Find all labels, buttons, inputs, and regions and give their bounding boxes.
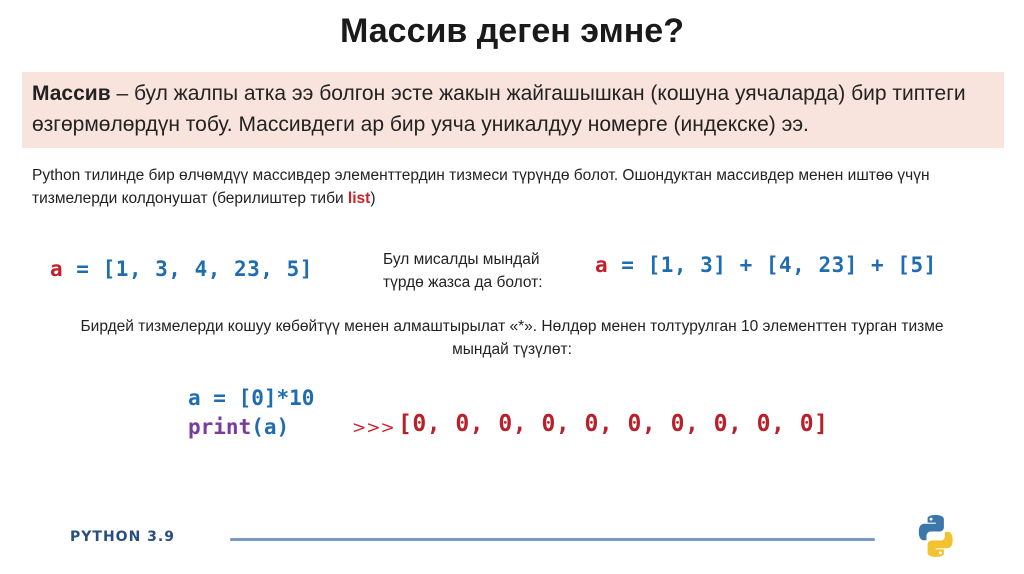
multiplication-explanation: Бирдей тизмелерди кошуу көбөйтүү менен алмаштырылат «*». Нөлдөр менен толтурулган 10 элементтен турган тизме мындай түзүлөт:	[80, 318, 944, 358]
definition-text: – бул жалпы атка ээ болгон эсте жакын жайгашышкан (кошуна уячаларда) бир типтеги өзгөрмөлөрдүн тобу. Массивдеги ар бир уяча уникалдуу номерге (индекске) ээ.	[32, 82, 966, 136]
logo-version: 3.9	[147, 529, 175, 545]
python-description-text: Python тилинде бир өлчөмдүү массивдер элементтердин тизмеси түрүндө болот. Ошондуктан массивдер менен иштөө үчүн тизмелерди колдонушат (берилиштер тиби	[32, 167, 930, 207]
code-a-var: a	[50, 257, 64, 281]
repl-prompt: >>>	[352, 418, 395, 438]
python-description	[32, 164, 992, 210]
code-example-b	[595, 253, 937, 277]
code-example-a	[50, 257, 313, 281]
code-a-value: [1, 3, 4, 23, 5]	[102, 257, 313, 281]
code-block	[188, 384, 314, 442]
footer-divider	[230, 538, 875, 541]
slide-title: Массив деген эмне?	[340, 12, 684, 50]
code-b-var: a	[595, 253, 609, 277]
python-version-logo	[70, 529, 175, 545]
python-logo-icon	[912, 512, 960, 560]
code-a-eq: =	[63, 257, 103, 281]
code-b-eq: =	[608, 253, 648, 277]
alternative-note: Бул мисалды мындай түрдө жазса да болот:	[383, 251, 543, 291]
logo-text: PYTHON	[70, 529, 142, 545]
definition-term: Массив	[32, 82, 111, 105]
code-b-value: [1, 3] + [4, 23] + [5]	[647, 253, 937, 277]
print-function: print	[188, 415, 252, 439]
definition-box	[22, 72, 1004, 148]
python-description-close: )	[370, 190, 376, 207]
print-args: (a)	[251, 415, 290, 439]
code-line-2	[188, 413, 314, 442]
code-output: [0, 0, 0, 0, 0, 0, 0, 0, 0, 0]	[398, 411, 829, 437]
list-keyword: list	[347, 190, 371, 207]
code-line-1: a = [0]*10	[188, 386, 315, 410]
